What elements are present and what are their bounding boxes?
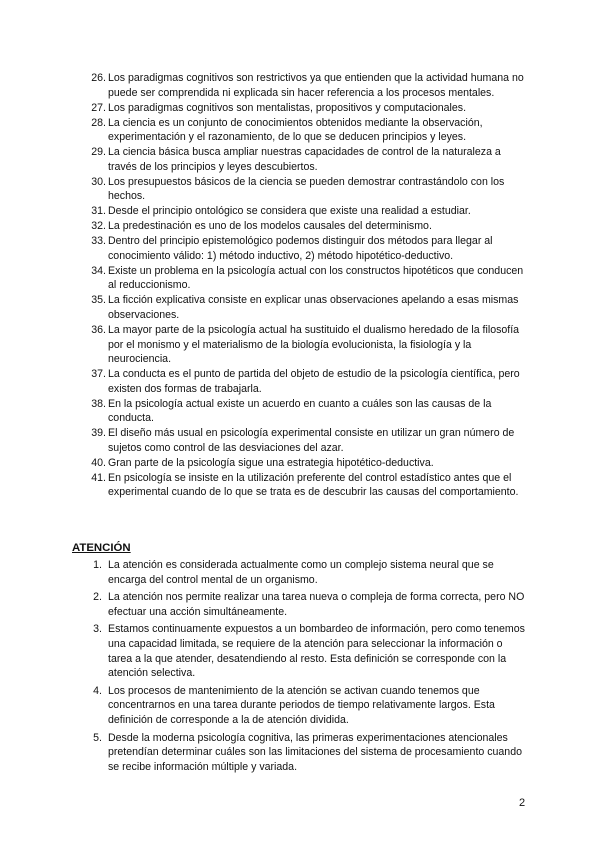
section-heading-atencion: ATENCIÓN [72, 542, 131, 554]
statement-list-psychology [91, 71, 528, 500]
list-item [91, 71, 528, 100]
list-item [91, 323, 528, 367]
list-item [91, 204, 528, 219]
item-text: La ficción explicativa consiste en explicar unas observaciones apelando a esas mismas observaciones. [108, 294, 519, 322]
list-item [91, 397, 528, 426]
item-number: 34. [91, 264, 106, 277]
item-number: 35. [91, 294, 106, 307]
list-item [91, 367, 528, 396]
item-number: 30. [91, 175, 106, 188]
item-number: 28. [91, 116, 106, 129]
item-number: 38. [91, 397, 106, 410]
list-item [93, 622, 528, 680]
item-number: 37. [91, 368, 106, 381]
item-number: 2. [93, 591, 102, 604]
item-text: El diseño más usual en psicología experimental consiste en utilizar un gran número de sujetos como control de las desviaciones del azar. [108, 427, 515, 454]
item-text: Existe un problema en la psicología actual con los constructos hipotéticos que conducen al reduccionismo. [108, 264, 524, 292]
item-number: 3. [93, 623, 102, 636]
item-text: Desde el principio ontológico se considera que existe una realidad a estudiar. [108, 205, 471, 218]
list-item [91, 145, 528, 174]
item-text: En psicología se insiste en la utilización preferente del control estadístico antes que el experimental cuando de lo que se trata es de descubrir las causas del comportamiento. [108, 471, 519, 499]
item-text: Los paradigmas cognitivos son restrictivos ya que entienden que la actividad humana no puede ser comprendida ni explicada sin hacer referencia a los procesos mentales. [108, 72, 524, 99]
list-item [93, 684, 528, 728]
list-item [91, 101, 528, 116]
item-number: 41. [91, 471, 106, 484]
item-number: 4. [93, 684, 102, 697]
item-number: 26. [91, 72, 106, 84]
item-number: 36. [91, 324, 106, 336]
item-number: 27. [91, 101, 106, 114]
item-text: Gran parte de la psicología sigue una estrategia hipotético-deductiva. [108, 456, 434, 469]
item-text: Desde la moderna psicología cognitiva, las primeras experimentaciones atencionales pretendían determinar cuáles son las limitaciones del sistema de procesamiento cuando se recibe información múltiple y variada. [108, 731, 522, 773]
item-number: 40. [91, 456, 106, 469]
list-item [91, 426, 528, 455]
list-item [91, 293, 528, 322]
list-item [93, 731, 528, 775]
item-text: La ciencia básica busca ampliar nuestras capacidades de control de la naturaleza a través de los principios y leyes descubiertos. [108, 146, 501, 173]
item-text: La atención nos permite realizar una tarea nueva o compleja de forma correcta, pero NO efectuar una acción simultáneamente. [108, 591, 525, 618]
item-text: Dentro del principio epistemológico podemos distinguir dos métodos para llegar al conocimiento válido: 1) método inductivo, 2) método hipotético-deductivo. [108, 235, 493, 262]
item-number: 5. [93, 731, 102, 744]
list-item [93, 590, 528, 619]
item-number: 31. [91, 205, 106, 218]
list-item [91, 456, 528, 471]
item-number: 33. [91, 235, 106, 248]
item-text: Los procesos de mantenimiento de la atención se activan cuando tenemos que concentrarnos en una tarea durante periodos de tiempo relativamente largos. Esta definición de corresponde a la de atención dividida. [108, 684, 495, 726]
list-item [91, 175, 528, 204]
item-text: La predestinación es uno de los modelos causales del determinismo. [108, 220, 432, 233]
item-text: La mayor parte de la psicología actual ha sustituido el dualismo heredado de la filosofía por el monismo y el materialismo de la biología evolucionista, la fisiología y la neurociencia. [108, 324, 520, 366]
item-number: 32. [91, 220, 106, 233]
list-item [91, 234, 528, 263]
item-text: En la psicología actual existe un acuerdo en cuanto a cuáles son las causas de la conducta. [108, 397, 492, 425]
item-text: Los paradigmas cognitivos son mentalistas, propositivos y computacionales. [108, 101, 467, 114]
list-item [93, 558, 528, 587]
item-text: La conducta es el punto de partida del objeto de estudio de la psicología científica, pero existen dos formas de trabajarla. [108, 368, 520, 395]
item-text: La atención es considerada actualmente como un complejo sistema neural que se encarga del control mental de un organismo. [108, 559, 494, 586]
statement-list-atencion [93, 558, 528, 777]
list-item [91, 471, 528, 500]
page-number: 2 [519, 797, 526, 809]
item-number: 29. [91, 146, 106, 159]
item-text: La ciencia es un conjunto de conocimientos obtenidos mediante la observación, experimentación y el razonamiento, de lo que se deducen principios y leyes. [108, 116, 483, 144]
item-text: Los presupuestos básicos de la ciencia se pueden demostrar contrastándolo con los hechos. [108, 175, 505, 203]
item-text: Estamos continuamente expuestos a un bombardeo de información, pero como tenemos una capacidad limitada, se requiere de la atención para seleccionar la información o tarea a la que atender, desatendiendo al resto. Esta definición se corresponde con la atención selectiva. [108, 623, 525, 680]
list-item [91, 219, 528, 234]
item-number: 39. [91, 427, 106, 440]
list-item [91, 264, 528, 293]
list-item [91, 116, 528, 145]
item-number: 1. [93, 559, 102, 571]
